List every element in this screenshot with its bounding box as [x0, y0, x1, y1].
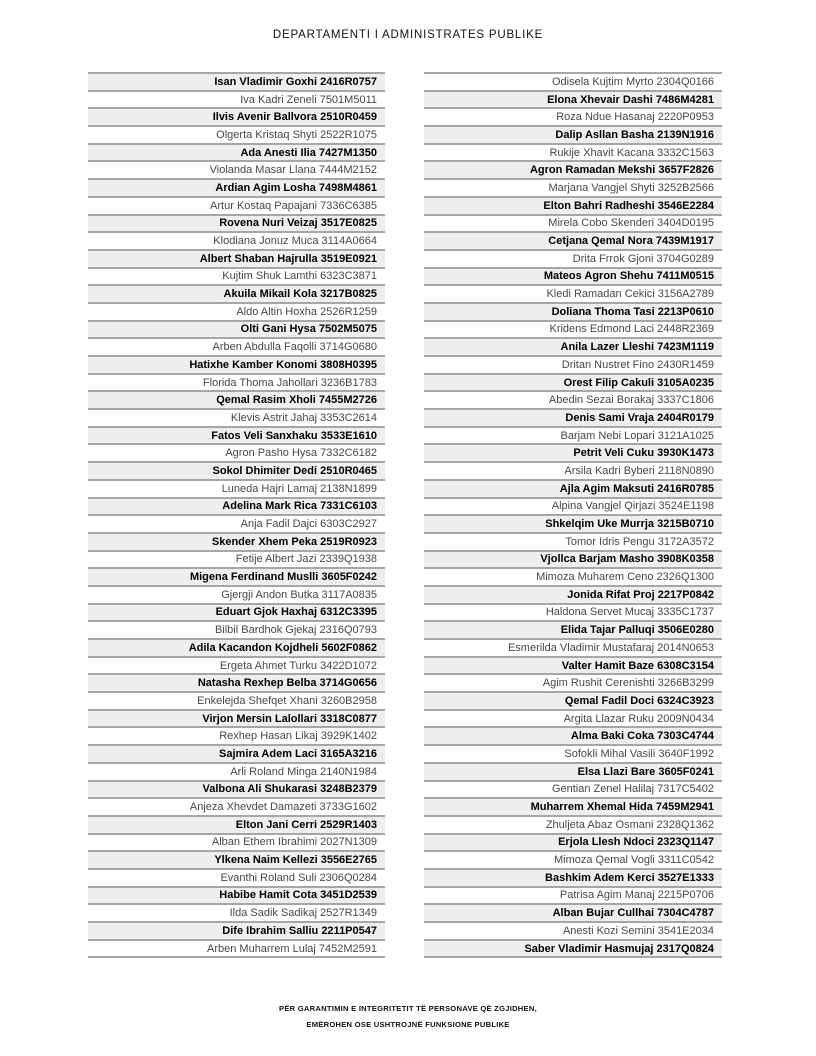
list-item: Ilvis Avenir Ballvora 2510R0459: [88, 109, 385, 127]
list-item: Adila Kacandon Kojdheli 5602F0862: [88, 640, 385, 658]
list-item: Marjana Vangjel Shyti 3252B2566: [424, 180, 722, 198]
list-item: Natasha Rexhep Belba 3714G0656: [88, 675, 385, 693]
list-item: Elton Bahri Radheshi 3546E2284: [424, 198, 722, 216]
list-item: Tomor Idris Pengu 3172A3572: [424, 534, 722, 552]
list-item: Alma Baki Coka 7303C4744: [424, 728, 722, 746]
list-item: Elton Jani Cerri 2529R1403: [88, 817, 385, 835]
list-item: Artur Kostaq Papajani 7336C6385: [88, 198, 385, 216]
list-item: Mimoza Qemal Vogli 3311C0542: [424, 852, 722, 870]
list-item: Fetije Albert Jazi 2339Q1938: [88, 552, 385, 570]
list-item: Klodiana Jonuz Muca 3114A0664: [88, 233, 385, 251]
list-item: Kridens Edmond Laci 2448R2369: [424, 322, 722, 340]
list-item: Barjam Nebi Lopari 3121A1025: [424, 428, 722, 446]
list-item: Bilbil Bardhok Gjekaj 2316Q0793: [88, 622, 385, 640]
list-item: Gentian Zenel Halilaj 7317C5402: [424, 782, 722, 800]
name-list-column-right: [424, 72, 722, 958]
list-item: Drita Frrok Gjoni 3704G0289: [424, 251, 722, 269]
list-item: Elsa Llazi Bare 3605F0241: [424, 764, 722, 782]
list-item: Alban Bujar Cullhai 7304C4787: [424, 905, 722, 923]
list-item: Kujtim Shuk Lamthi 6323C3871: [88, 269, 385, 287]
list-item: Argita Llazar Ruku 2009N0434: [424, 711, 722, 729]
list-item: Agim Rushit Cerenishti 3266B3299: [424, 675, 722, 693]
list-item: Ergeta Ahmet Turku 3422D1072: [88, 658, 385, 676]
footer-line-2: EMËROHEN OSE USHTROJNË FUNKSIONE PUBLIKE: [306, 1019, 510, 1029]
list-item: Doliana Thoma Tasi 2213P0610: [424, 304, 722, 322]
footer-line-1: PËR GARANTIMIN E INTEGRITETIT TË PERSONAVE QË ZGJIDHEN,: [279, 1004, 537, 1013]
list-item: Skender Xhem Peka 2519R0923: [88, 534, 385, 552]
list-item: Anesti Kozi Semini 3541E2034: [424, 923, 722, 941]
list-item: Erjola Llesh Ndoci 2323Q1147: [424, 835, 722, 853]
list-item: Hatixhe Kamber Konomi 3808H0395: [88, 357, 385, 375]
list-item: Sajmira Adem Laci 3165A3216: [88, 746, 385, 764]
list-item: Anjeza Xhevdet Damazeti 3733G1602: [88, 799, 385, 817]
list-item: Arsila Kadri Byberi 2118N0890: [424, 463, 722, 481]
list-item: Ylkena Naim Kellezi 3556E2765: [88, 852, 385, 870]
list-item: Klevis Astrit Jahaj 3353C2614: [88, 410, 385, 428]
list-item: Elona Xhevair Dashi 7486M4281: [424, 92, 722, 110]
list-item: Arben Abdulla Faqolli 3714G0680: [88, 339, 385, 357]
list-item: Qemal Rasim Xholi 7455M2726: [88, 392, 385, 410]
list-item: Enkelejda Shefqet Xhani 3260B2958: [88, 693, 385, 711]
list-item: Akuila Mikail Kola 3217B0825: [88, 286, 385, 304]
list-item: Ajla Agim Maksuti 2416R0785: [424, 481, 722, 499]
list-item: Eduart Gjok Haxhaj 6312C3395: [88, 605, 385, 623]
list-item: Iva Kadri Zeneli 7501M5011: [88, 92, 385, 110]
list-item: Mimoza Muharem Ceno 2326Q1300: [424, 569, 722, 587]
list-item: Qemal Fadil Doci 6324C3923: [424, 693, 722, 711]
list-item: Rovena Nuri Veizaj 3517E0825: [88, 216, 385, 234]
name-list-column-left: [88, 72, 385, 958]
list-item: Dritan Nustret Fino 2430R1459: [424, 357, 722, 375]
list-item: Dife Ibrahim Salliu 2211P0547: [88, 923, 385, 941]
list-item: Cetjana Qemal Nora 7439M1917: [424, 233, 722, 251]
list-item: Albert Shaban Hajrulla 3519E0921: [88, 251, 385, 269]
list-item: Shkelqim Uke Murrja 3215B0710: [424, 516, 722, 534]
list-item: Sokol Dhimiter Dedi 2510R0465: [88, 463, 385, 481]
list-item: Virjon Mersin Lalollari 3318C0877: [88, 711, 385, 729]
list-item: Haldona Servet Mucaj 3335C1737: [424, 605, 722, 623]
list-item: Denis Sami Vraja 2404R0179: [424, 410, 722, 428]
list-item: Anja Fadil Dajci 6303C2927: [88, 516, 385, 534]
list-item: Odisela Kujtim Myrto 2304Q0166: [424, 74, 722, 92]
list-item: Luneda Hajri Lamaj 2138N1899: [88, 481, 385, 499]
list-item: Florida Thoma Jahollari 3236B1783: [88, 375, 385, 393]
list-item: Rukije Xhavit Kacana 3332C1563: [424, 145, 722, 163]
list-item: Orest Filip Cakuli 3105A0235: [424, 375, 722, 393]
list-item: Valbona Ali Shukarasi 3248B2379: [88, 782, 385, 800]
list-item: Adelina Mark Rica 7331C6103: [88, 499, 385, 517]
list-item: Alban Ethem Ibrahimi 2027N1309: [88, 835, 385, 853]
list-item: Fatos Veli Sanxhaku 3533E1610: [88, 428, 385, 446]
list-item: Arben Muharrem Lulaj 7452M2591: [88, 941, 385, 959]
list-item: Esmerilda Vladimir Mustafaraj 2014N0653: [424, 640, 722, 658]
list-item: Arli Roland Minga 2140N1984: [88, 764, 385, 782]
list-item: Bashkim Adem Kerci 3527E1333: [424, 870, 722, 888]
list-item: Gjergji Andon Butka 3117A0835: [88, 587, 385, 605]
list-item: Valter Hamit Baze 6308C3154: [424, 658, 722, 676]
list-item: Olti Gani Hysa 7502M5075: [88, 322, 385, 340]
list-item: Ilda Sadik Sadikaj 2527R1349: [88, 905, 385, 923]
list-item: Saber Vladimir Hasmujaj 2317Q0824: [424, 941, 722, 959]
list-item: Rexhep Hasan Likaj 3929K1402: [88, 728, 385, 746]
list-item: Alpina Vangjel Qirjazi 3524E1198: [424, 499, 722, 517]
list-item: Anila Lazer Lleshi 7423M1119: [424, 339, 722, 357]
list-item: Olgerta Kristaq Shyti 2522R1075: [88, 127, 385, 145]
list-item: Vjollca Barjam Masho 3908K0358: [424, 552, 722, 570]
list-item: Habibe Hamit Cota 3451D2539: [88, 888, 385, 906]
list-item: Agron Pasho Hysa 7332C6182: [88, 445, 385, 463]
list-item: Kledi Ramadan Cekici 3156A2789: [424, 286, 722, 304]
list-item: Patrisa Agim Manaj 2215P0706: [424, 888, 722, 906]
list-item: Ardian Agim Losha 7498M4861: [88, 180, 385, 198]
list-item: Petrit Veli Cuku 3930K1473: [424, 445, 722, 463]
list-item: Muharrem Xhemal Hida 7459M2941: [424, 799, 722, 817]
list-item: Migena Ferdinand Muslli 3605F0242: [88, 569, 385, 587]
list-item: Violanda Masar Llana 7444M2152: [88, 162, 385, 180]
list-item: Isan Vladimir Goxhi 2416R0757: [88, 74, 385, 92]
list-item: Roza Ndue Hasanaj 2220P0953: [424, 109, 722, 127]
list-item: Elida Tajar Palluqi 3506E0280: [424, 622, 722, 640]
list-item: Evanthi Roland Suli 2306Q0284: [88, 870, 385, 888]
list-item: Mateos Agron Shehu 7411M0515: [424, 269, 722, 287]
list-item: Zhuljeta Abaz Osmani 2328Q1362: [424, 817, 722, 835]
page-title: DEPARTAMENTI I ADMINISTRATES PUBLIKE: [272, 29, 544, 41]
list-item: Sofokli Mihal Vasili 3640F1992: [424, 746, 722, 764]
list-item: Ada Anesti Ilia 7427M1350: [88, 145, 385, 163]
page-footer: [0, 1001, 816, 1032]
list-item: Agron Ramadan Mekshi 3657F2826: [424, 162, 722, 180]
list-item: Dalip Asllan Basha 2139N1916: [424, 127, 722, 145]
list-item: Jonida Rifat Proj 2217P0842: [424, 587, 722, 605]
list-item: Abedin Sezai Borakaj 3337C1806: [424, 392, 722, 410]
list-item: Aldo Altin Hoxha 2526R1259: [88, 304, 385, 322]
list-item: Mirela Cobo Skenderi 3404D0195: [424, 216, 722, 234]
